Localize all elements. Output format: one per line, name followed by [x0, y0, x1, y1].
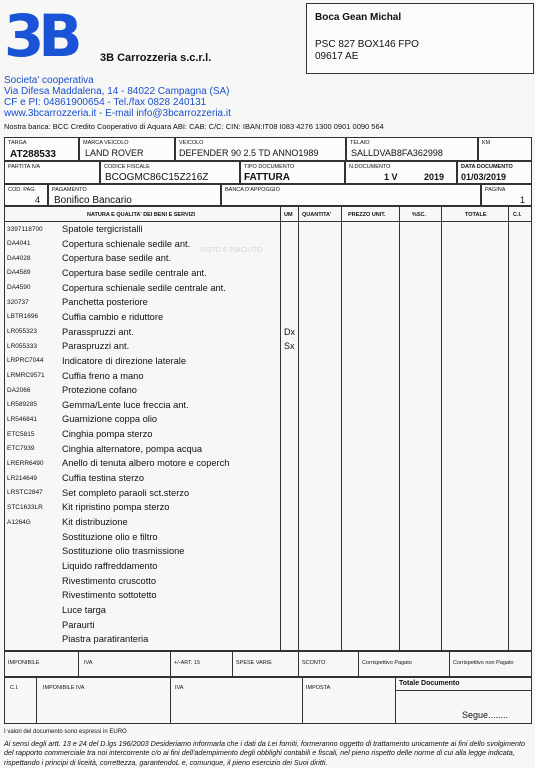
- veicolo-label: VEICOLO: [179, 140, 204, 146]
- company-tax-phone: CF e PI: 04861900654 - Tel./fax 0828 240131: [4, 97, 207, 108]
- customer-name: Boca Gean Michal: [315, 12, 402, 23]
- numero-documento-cell: [345, 161, 457, 184]
- marca-value: LAND ROVER: [85, 148, 144, 158]
- item-code: LRPRC7044: [7, 357, 44, 365]
- items-header-divider: [4, 221, 532, 222]
- cod-pag-cell: [4, 184, 48, 206]
- item-description: Panchetta posteriore: [62, 297, 148, 308]
- item-um: Sx: [284, 341, 295, 352]
- cod-pag-label: COD. PAG.: [8, 187, 37, 193]
- partita-iva-label: PARTITA IVA: [8, 164, 40, 170]
- customer-postal-line: 09617 AE: [315, 51, 359, 62]
- col-divider-ci: [508, 206, 509, 651]
- footer-ci-label: C.I.: [10, 685, 19, 691]
- col-header-ci: C.I.: [513, 212, 522, 218]
- telaio-label: TELAIO: [350, 140, 370, 146]
- item-description: Rivestimento sottotetto: [62, 590, 157, 601]
- footer-divider-4: [298, 651, 299, 677]
- tipo-documento-label: TIPO DOCUMENTO: [244, 164, 295, 170]
- pagina-value: 1: [520, 195, 526, 205]
- tipo-documento-value: FATTURA: [244, 172, 290, 183]
- veicolo-cell: [175, 137, 346, 161]
- footer-divider-1: [78, 651, 79, 677]
- item-code: DA4590: [7, 284, 31, 292]
- item-description: Cinghia alternatore, pompa acqua: [62, 443, 203, 454]
- item-description: Paraurti: [62, 619, 95, 630]
- footer-divider-11: [395, 690, 532, 691]
- item-code: LR055323: [7, 328, 37, 336]
- footer-corr-non-pagato-label: Corrispettivo non Pagato: [453, 660, 514, 666]
- footer-divider-7: [36, 677, 37, 724]
- data-documento-cell: [457, 161, 532, 184]
- item-description: Gemma/Lente luce freccia ant.: [62, 399, 189, 410]
- item-description: Rivestimento cruscotto: [62, 575, 157, 586]
- numero-documento-value: 1 V: [384, 172, 398, 182]
- item-code: LRSTC2847: [7, 489, 43, 497]
- numero-documento-label: N.DOCUMENTO: [349, 164, 391, 170]
- footer-divider-3: [232, 651, 233, 677]
- col-divider-qty: [298, 206, 299, 651]
- marca-label: MARCA VEICOLO: [83, 140, 129, 146]
- pagamento-value: Bonifico Bancario: [54, 195, 132, 206]
- footer-imposta-label: IMPOSTA: [306, 685, 331, 691]
- footer-divider-2: [170, 651, 171, 677]
- item-code: LR589285: [7, 401, 37, 409]
- faded-stamp-text: VISTO E PIACIUTO: [200, 247, 263, 254]
- footer-sconto-label: SCONTO: [302, 660, 326, 666]
- item-description: Copertura schienale sedile ant.: [62, 238, 191, 249]
- item-description: Indicatore di direzione laterale: [62, 355, 187, 366]
- targa-value: AT288533: [10, 149, 56, 160]
- col-divider-total: [441, 206, 442, 651]
- item-code: LR055333: [7, 342, 37, 350]
- item-code: LR546841: [7, 415, 37, 423]
- veicolo-value: DEFENDER 90 2.5 TD ANNO1989: [179, 148, 319, 158]
- footer-totale-documento-label: Totale Documento: [399, 680, 460, 687]
- footer-segue-label: Segue........: [462, 710, 509, 720]
- footer-iva2-label: IVA: [175, 685, 184, 691]
- targa-label: TARGA: [8, 140, 27, 146]
- codice-fiscale-cell: [100, 161, 240, 184]
- telaio-value: SALLDVAB8FA362998: [351, 148, 443, 158]
- item-description: Cuffia freno a mano: [62, 370, 144, 381]
- data-documento-value: 01/03/2019: [461, 172, 507, 182]
- pagamento-cell: [48, 184, 221, 206]
- item-description: Sostituzione olio e filtro: [62, 531, 158, 542]
- item-description: Set completo paraoli sct.sterzo: [62, 487, 190, 498]
- partita-iva-cell: [4, 161, 100, 184]
- banca-appoggio-cell: [221, 184, 481, 206]
- col-header-discount: %SC.: [412, 212, 427, 218]
- col-divider-sc: [399, 206, 400, 651]
- item-description: Cuffia cambio e riduttore: [62, 311, 164, 322]
- company-logo: 3B: [4, 2, 77, 70]
- item-code: LR214649: [7, 474, 37, 482]
- targa-cell: [4, 137, 79, 161]
- item-description: Kit distribuzione: [62, 517, 128, 527]
- item-description: Paraspruzzi ant.: [62, 341, 130, 352]
- footer-divider-10: [395, 677, 396, 724]
- footer-art15-label: +/-ART. 15: [174, 660, 201, 666]
- col-header-quantity: QUANTITA': [302, 212, 332, 218]
- footer-imponibile-label: IMPONIBILE: [8, 660, 40, 666]
- footer-imponibile-iva-label: IMPONIBILE IVA: [43, 685, 85, 691]
- footer-corr-pagato-label: Corrispettivo Pagato: [362, 660, 412, 666]
- company-address: Via Difesa Maddalena, 14 - 84022 Campagna (SA): [4, 86, 230, 97]
- item-description: Copertura base sedile ant.: [62, 253, 172, 264]
- col-header-total: TOTALE: [465, 212, 487, 218]
- item-code: STC1633LR: [7, 503, 43, 511]
- item-description: Guarnizione coppa olio: [62, 414, 158, 425]
- item-description: Liquido raffreddamento: [62, 560, 158, 571]
- pagina-label: PAGINA: [485, 187, 506, 193]
- cod-pag-value: 4: [35, 195, 41, 205]
- bank-details: Nostra banca: BCC Credito Cooperativo di Aquara ABI: CAB: C/C: CIN: IBAN:IT08 I083 4276 1300 0901 0090 564: [4, 122, 384, 131]
- item-code: DA2066: [7, 386, 31, 394]
- footer-spese-label: SPESE VARIE: [236, 660, 272, 666]
- anno-documento-value: 2019: [424, 172, 445, 182]
- item-description: Spatole tergicristalli: [62, 224, 143, 234]
- item-code: LRERR6490: [7, 459, 44, 467]
- footer-iva-label: IVA: [84, 660, 93, 666]
- footer-divider-8: [170, 677, 171, 724]
- col-divider-price: [341, 206, 342, 651]
- telaio-cell: [346, 137, 478, 161]
- footer-divider-5: [358, 651, 359, 677]
- item-description: Anello di tenuta albero motore e coperch: [62, 458, 230, 469]
- item-description: Sostituzione olio trasmissione: [62, 546, 185, 557]
- pagamento-label: PAGAMENTO: [52, 187, 87, 193]
- km-label: KM: [482, 140, 491, 146]
- banca-appoggio-label: BANCA D'APPOGGIO: [225, 187, 280, 193]
- item-description: Cinghia pompa sterzo: [62, 429, 153, 440]
- col-divider-um: [280, 206, 281, 651]
- customer-address-line: PSC 827 BOX146 FPO: [315, 39, 419, 50]
- currency-note: I valori del documento sono espressi in EURO: [4, 729, 127, 735]
- col-header-description: NATURA E QUALITA' DEI BENI E SERVIZI: [87, 212, 196, 218]
- item-description: Copertura base sedile centrale ant.: [62, 267, 207, 278]
- pagina-cell: [481, 184, 532, 206]
- data-documento-label: DATA DOCUMENTO: [461, 164, 513, 170]
- tipo-documento-cell: [240, 161, 345, 184]
- item-description: Kit ripristino pompa sterzo: [62, 502, 170, 513]
- km-cell: [478, 137, 532, 161]
- item-code: 3397118700: [7, 225, 43, 233]
- item-um: Dx: [284, 326, 295, 337]
- codice-fiscale-value: BCOGMC86C15Z216Z: [105, 172, 209, 183]
- company-name: 3B Carrozzeria s.c.r.l.: [100, 52, 212, 64]
- company-type: Societa' cooperativa: [4, 75, 94, 86]
- company-web-email: www.3bcarrozzeria.it - E-mail info@3bcarrozzeria.it: [4, 108, 231, 119]
- item-description: Cuffia testina sterzo: [62, 473, 144, 484]
- item-code: DA4028: [7, 254, 31, 262]
- col-header-um: UM: [284, 212, 293, 218]
- customer-address-box: [306, 3, 534, 74]
- item-code: ETC7939: [7, 445, 35, 453]
- item-description: Luce targa: [62, 604, 106, 615]
- item-code: LBTR1696: [7, 313, 39, 321]
- codice-fiscale-label: CODICE FISCALE: [104, 164, 150, 170]
- item-description: Copertura schienale sedile centrale ant.: [62, 282, 226, 293]
- item-description: Protezione cofano: [62, 385, 137, 396]
- col-header-unit-price: PREZZO UNIT.: [348, 212, 386, 218]
- marca-cell: [79, 137, 175, 161]
- item-code: DA4041: [7, 240, 31, 248]
- footer-divider-6: [449, 651, 450, 677]
- item-code: DA4589: [7, 269, 31, 277]
- item-code: ETC5815: [7, 430, 35, 438]
- item-code: A1264G: [7, 518, 31, 526]
- footer-divider-9: [302, 677, 303, 724]
- item-code: LRMRC9571: [7, 372, 45, 379]
- item-code: 320737: [7, 298, 29, 306]
- item-description: Piastra paratiranteria: [62, 634, 149, 645]
- privacy-disclaimer: Ai sensi degli artt. 13 e 24 del D.lgs 196/2003 Desideriamo informarla che i dati da Lei forniti, formeranno oggetto di trattamento unicamente ai fini dello svolgimento del rapporto commerciale tra noi intercorrente c/o ai fini dell'adempimento degli obblighi contabili e fiscali, nel pieno rispetto delle norme di cui alla legge indicata, rispettando i principi di liceità, correttezza, garantendoL e, comunque, il pieno esercizio dei Suoi diritti.: [4, 739, 525, 767]
- item-description: Parasspruzzi ant.: [62, 326, 134, 337]
